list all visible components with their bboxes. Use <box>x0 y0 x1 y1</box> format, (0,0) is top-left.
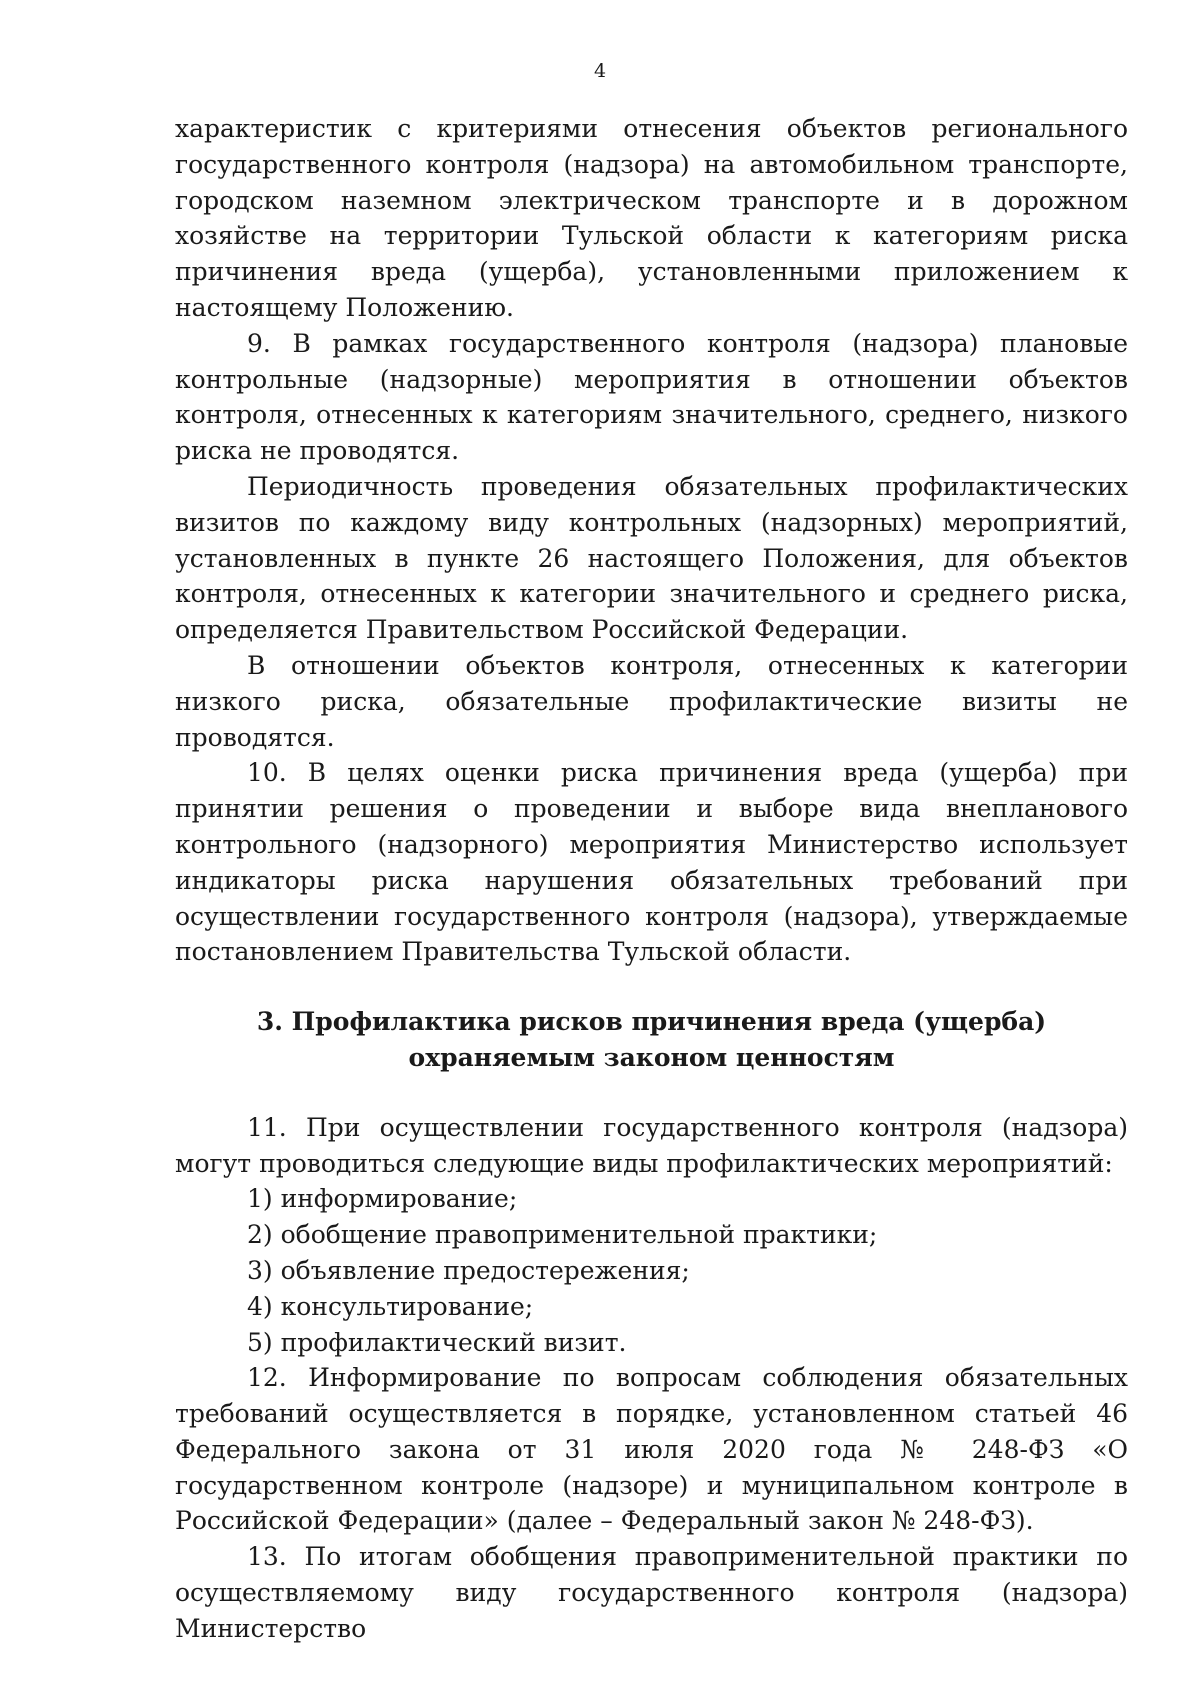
paragraph-9: 9. В рамках государственного контроля (надзора) плановые контрольные (надзорные) мероприятия в отношении объектов контроля, отнесенных к категориям значительного, среднего, низкого риска не проводятся. <box>175 328 1128 466</box>
paragraph-10: 10. В целях оценки риска причинения вреда (ущерба) при принятии решения о проведении и выборе вида внепланового контрольного (надзорного) мероприятия Министерство использует индикаторы риска нарушения обязательных требований при осуществлении государственного контроля (надзора), утверждаемые постановлением Правительства Тульской области. <box>175 758 1128 967</box>
paragraph-9-low-risk: В отношении объектов контроля, отнесенных к категории низкого риска, обязательные профилактические визиты не проводятся. <box>175 650 1128 752</box>
document-body <box>175 111 1128 1647</box>
page-number: 4 <box>593 60 607 82</box>
paragraph-13: 13. По итогам обобщения правоприменительной практики по осуществляемому виду государственного контроля (надзора) Министерство <box>175 1542 1128 1643</box>
list-item: 2) обобщение правоприменительной практики; <box>247 1220 878 1250</box>
paragraph-9-periodicity: Периодичность проведения обязательных профилактических визитов по каждому виду контрольных (надзорных) мероприятий, установленных в пункте 26 настоящего Положения, для объектов контроля, отнесенных к категории значительного и среднего риска, определяется Правительством Российской Федерации. <box>175 471 1128 645</box>
list-item: 3) объявление предостережения; <box>247 1255 690 1285</box>
list-item: 1) информирование; <box>247 1184 518 1214</box>
paragraph-12: 12. Информирование по вопросам соблюдения обязательных требований осуществляется в порядке, установленном статьей 46 Федерального закона от 31 июля 2020 года № 248-ФЗ «О государственном контроле (надзоре) и муниципальном контроле в Российской Федерации» (далее – Федеральный закон № 248-ФЗ). <box>175 1363 1128 1536</box>
section-heading-line-1: 3. Профилактика рисков причинения вреда (ущерба) <box>256 1007 1047 1037</box>
section-heading-line-2: охраняемым законом ценностям <box>408 1042 895 1072</box>
paragraph-continuation: характеристик с критериями отнесения объектов регионального государственного контроля (надзора) на автомобильном транспорте, городском наземном электрическом транспорте и в дорожном хозяйстве на территории Тульской области к категориям риска причинения вреда (ущерба), установленными приложением к настоящему Положению. <box>175 114 1128 322</box>
list-item: 4) консультирование; <box>247 1291 534 1321</box>
section-heading <box>175 1004 1128 1076</box>
paragraph-11: 11. При осуществлении государственного контроля (надзора) могут проводиться следующие виды профилактических мероприятий: <box>175 1112 1128 1178</box>
list-item: 5) профилактический визит. <box>247 1327 627 1357</box>
